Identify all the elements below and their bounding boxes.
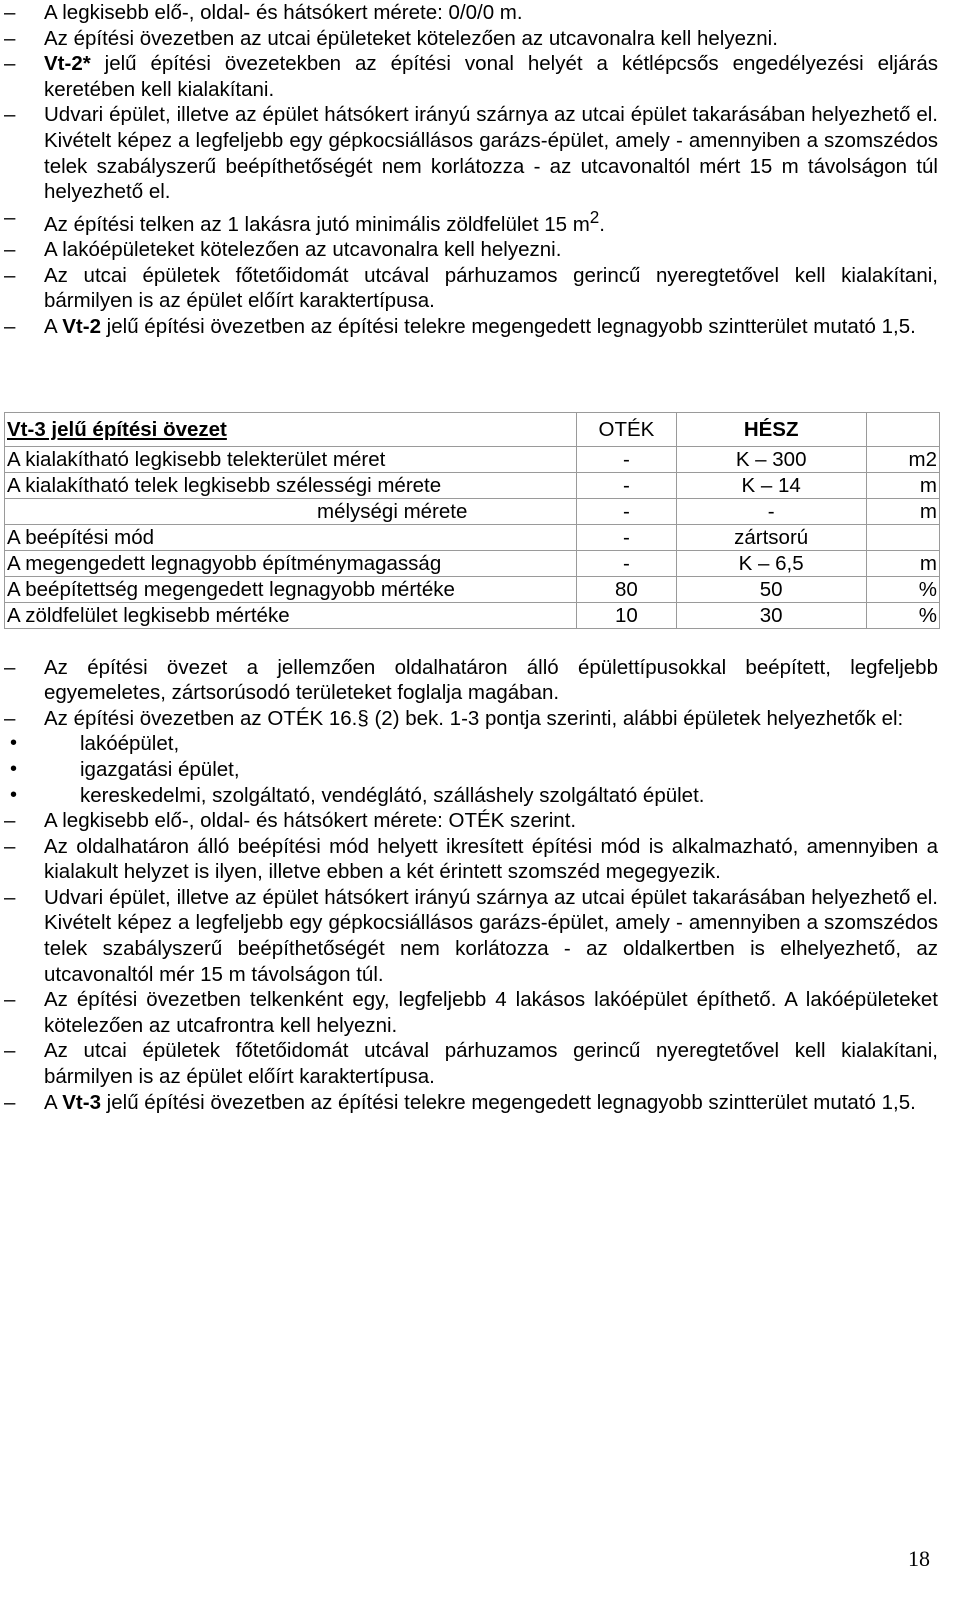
bullet-item <box>4 757 938 783</box>
dash-marker: – <box>4 1 16 24</box>
bullet-text: kereskedelmi, szolgáltató, vendéglátó, szálláshely szolgáltató épület. <box>80 783 705 807</box>
list-item <box>4 1090 938 1116</box>
row-label: A beépítési mód <box>5 524 577 550</box>
cell-otek: - <box>577 498 676 524</box>
list-item <box>4 314 938 340</box>
bullet-marker: • <box>10 757 18 780</box>
dash-marker: – <box>4 52 16 76</box>
zone-parameters-table <box>4 412 940 629</box>
cell-hesz: 50 <box>676 576 866 602</box>
dash-marker: – <box>4 26 16 50</box>
cell-hesz: K – 14 <box>676 472 866 498</box>
bullet-item <box>4 783 938 809</box>
zone-code: Vt-3 <box>62 1090 101 1114</box>
zone-code: Vt-2 <box>62 314 101 338</box>
table-row <box>5 498 940 524</box>
row-label: mélységi mérete <box>5 498 577 524</box>
column-header-hesz: HÉSZ <box>676 412 866 446</box>
section-sign: § <box>357 706 369 730</box>
cell-unit: m2 <box>866 446 939 472</box>
list-item-text: A Vt-3 jelű építési övezetben az építési telekre megengedett legnagyobb szintterület mutató 1,5. <box>44 1090 916 1114</box>
cell-hesz: K – 6,5 <box>676 550 866 576</box>
superscript: 2 <box>589 207 600 227</box>
column-header-otek: OTÉK <box>577 412 676 446</box>
cell-otek: 80 <box>577 576 676 602</box>
table-row <box>5 524 940 550</box>
cell-unit: % <box>866 602 939 628</box>
table-row <box>5 550 940 576</box>
table-row <box>5 472 940 498</box>
list-item <box>4 51 938 102</box>
dash-marker: – <box>4 834 16 858</box>
list-item-text: A legkisebb elő-, oldal- és hátsókert mérete: OTÉK szerint. <box>44 809 577 833</box>
cell-unit: m <box>866 550 939 576</box>
list-item-text: Udvari épület, illetve az épület hátsókert irányú szárnya az utcai épület takarásában helyezhető el. Kivételt képez a legfeljebb egy gépkocsiállásos garázs-épület, amely - amennyiben a szomszédos telek szabályszerű beépíthetőségét nem korlátozza - az oldalkertben is elhelyezhető, az utcavonaltól mér 15 m távolságon túl. <box>44 885 938 986</box>
list-item-main: Az építési telken az 1 lakásra jutó minimális zöldfelület 15 m <box>44 212 590 236</box>
table-row <box>5 576 940 602</box>
cell-otek: - <box>577 524 676 550</box>
dash-marker: – <box>4 885 16 909</box>
cell-otek: - <box>577 472 676 498</box>
cell-unit <box>866 524 939 550</box>
cell-unit: m <box>866 472 939 498</box>
table-title: Vt-3 jelű építési övezet <box>5 412 577 446</box>
list-item-text: Az utcai épületek főtetőidomát utcával párhuzamos gerincű nyeregtetővel kell kialakítani, bármilyen is az épület előírt karaktertípusa. <box>44 1039 938 1089</box>
bullet-text: igazgatási épület, <box>80 757 240 781</box>
list-item-text: A lakóépületeket kötelezően az utcavonalra kell helyezni. <box>44 238 562 262</box>
bullet-text: lakóépület, <box>80 732 180 756</box>
cell-hesz: zártsorú <box>676 524 866 550</box>
bullet-marker: • <box>10 732 18 755</box>
row-label: A kialakítható telek legkisebb szélességi mérete <box>5 472 577 498</box>
row-label: A kialakítható legkisebb telekterület méret <box>5 446 577 472</box>
row-label: A zöldfelület legkisebb mértéke <box>5 602 577 628</box>
bullet-marker: • <box>10 783 18 806</box>
table-row <box>5 446 940 472</box>
cell-otek: 10 <box>577 602 676 628</box>
list-item-rest: jelű építési övezetekben az építési vonal helyét a kétlépcsős engedélyezési eljárás keretében kell kialakítani. <box>44 52 938 101</box>
dash-marker: – <box>4 263 16 287</box>
list-item <box>4 0 938 26</box>
list-item <box>4 987 938 1038</box>
page-number: 18 <box>908 1546 930 1571</box>
dash-marker: – <box>4 103 16 127</box>
list-item-text: A Vt-2 jelű építési övezetben az építési telekre megengedett legnagyobb szintterület mutató 1,5. <box>44 314 916 338</box>
document-body <box>4 0 938 1115</box>
cell-otek: - <box>577 550 676 576</box>
column-header-unit <box>866 412 939 446</box>
cell-hesz: K – 300 <box>676 446 866 472</box>
list-item-text: Az építési övezet a jellemzően oldalhatáron álló épülettípusokkal beépített, legfeljebb egyemeletes, zártsorúsodó területeket foglalja magában. <box>44 655 938 705</box>
row-label: A beépítettség megengedett legnagyobb mértéke <box>5 576 577 602</box>
list-item-text: Az utcai épületek főtetőidomát utcával párhuzamos gerincű nyeregtetővel kell kialakítani, bármilyen is az épület előírt karaktertípusa. <box>44 263 938 313</box>
list-item-text: Az építési övezetben az OTÉK 16.§ (2) bek. 1-3 pontja szerinti, alábbi épületek helyezhetők el: <box>44 706 904 730</box>
dash-marker: – <box>4 314 16 338</box>
dash-marker: – <box>4 1039 16 1063</box>
dash-marker: – <box>4 1090 16 1114</box>
list-item <box>4 102 938 204</box>
cell-hesz: 30 <box>676 602 866 628</box>
list-item <box>4 205 938 237</box>
list-item <box>4 263 938 314</box>
list-item-text: Az építési övezetben az utcai épületeket kötelezően az utcavonalra kell helyezni. <box>44 26 778 50</box>
list-item-tail: . <box>599 212 605 236</box>
list-item <box>4 834 938 885</box>
list-item <box>4 237 938 263</box>
cell-otek: - <box>577 446 676 472</box>
list-item-text: Udvari épület, illetve az épület hátsókert irányú szárnya az utcai épület takarásában helyezhető el. Kivételt képez a legfeljebb egy gépkocsiállásos garázs-épület, amely - amennyiben a szomszédos telek szabályszerű beépíthetőségét nem korlátozza - az utcavonaltól mért 15 m távolságon túl helyezhető el. <box>44 103 938 204</box>
list-item <box>4 1038 938 1089</box>
table-row <box>5 602 940 628</box>
dash-marker: – <box>4 238 16 262</box>
list-item-text <box>44 205 938 237</box>
dash-marker: – <box>4 706 16 730</box>
zone-code: Vt-2* <box>44 52 91 76</box>
list-item <box>4 655 938 706</box>
list-item-text <box>44 51 938 102</box>
dash-marker: – <box>4 988 16 1012</box>
list-item <box>4 808 938 834</box>
cell-hesz: - <box>676 498 866 524</box>
dash-marker: – <box>4 655 16 679</box>
list-item-text: Az oldalhatáron álló beépítési mód helyett ikresített építési mód is alkalmazható, amennyiben a kialakult helyzet is ilyen, illetve ebben a két érintett szomszéd megegyezik. <box>44 834 938 884</box>
list-item <box>4 26 938 52</box>
list-item-text: A legkisebb elő-, oldal- és hátsókert mérete: 0/0/0 m. <box>44 1 523 24</box>
table-header-row <box>5 412 940 446</box>
row-label: A megengedett legnagyobb építménymagasság <box>5 550 577 576</box>
cell-unit: % <box>866 576 939 602</box>
dash-marker: – <box>4 809 16 833</box>
list-item <box>4 885 938 987</box>
dash-marker: – <box>4 205 16 229</box>
cell-unit: m <box>866 498 939 524</box>
list-item-text: Az építési övezetben telkenként egy, legfeljebb 4 lakásos lakóépület építhető. A lakóépületeket kötelezően az utcafrontra kell helyezni. <box>44 988 938 1037</box>
bullet-item <box>4 731 938 757</box>
list-item <box>4 706 938 732</box>
